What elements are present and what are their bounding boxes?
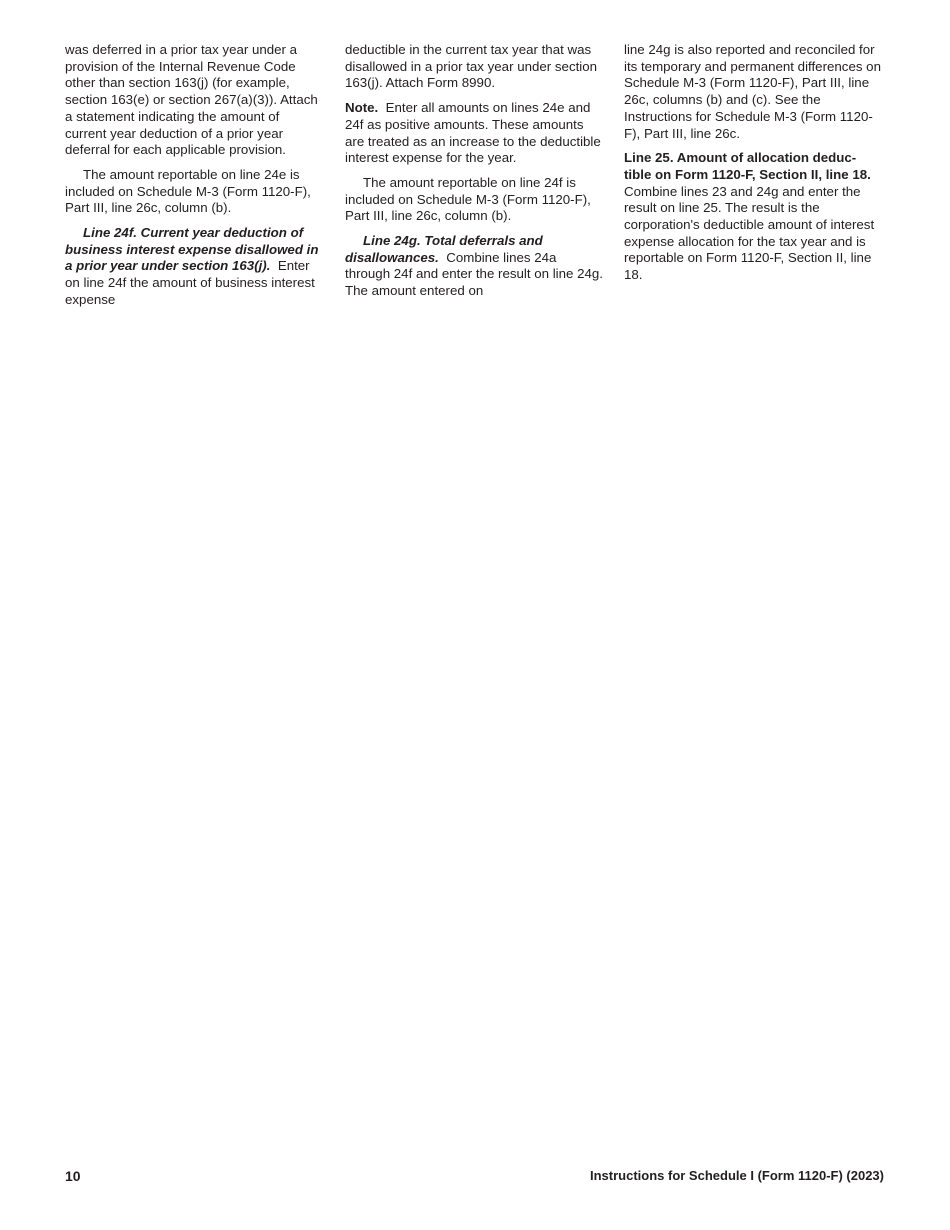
paragraph-deferral-provision: was deferred in a prior tax year under a provision of the Internal Revenue Code other than section 163(j) (for example, section 163(e) or section 267(a)(3)). Attach a statement indicating the amount of current year deduction of a prior year deferral for each applicable provision. (65, 42, 318, 158)
text-line-24f: Enter on line 24f the amount of business interest expense (65, 258, 315, 307)
paragraph-line-24f-reporting: The amount reportable on line 24f is included on Schedule M-3 (Form 1120-F), Part III, line 26c, column (b). (345, 174, 591, 224)
note-text: Enter all amounts on lines 24e and 24f as positive amounts. These amounts are treated as an increase to the deductible interest expense for the year. (345, 100, 601, 166)
footer-document-title: Instructions for Schedule I (Form 1120-F) (2023) (589, 1168, 884, 1183)
heading-line-25: Line 25. Amount of allocation deduc-tible on Form 1120-F, Section II, line 18. (624, 150, 871, 182)
section-line-24g (345, 233, 603, 300)
section-line-24f (65, 225, 323, 309)
note-paragraph (345, 100, 603, 167)
text-column-1 (65, 42, 323, 317)
page-number: 10 (65, 1168, 81, 1184)
section-line-25 (624, 150, 882, 284)
heading-line-24f: Line 24f. Current year deduction of business interest expense disallowed in a prior year under section 163(j). (65, 225, 319, 274)
text-line-25: Combine lines 23 and 24g and enter the result on line 25. The result is the corporation's deductible amount of interest expense allocation for the tax year and is reportable on Form 1120-F, Section II, line 18. (624, 183, 875, 283)
paragraph-line-24g-continued: line 24g is also reported and reconciled for its temporary and permanent differences on Schedule M-3 (Form 1120-F), Part III, line 26c, columns (b) and (c). See the Instructions for Schedule M-3 (Form 1120-F), Part III, line 26c. (624, 42, 881, 141)
heading-line-24g: Line 24g. Total deferrals and disallowances. (345, 233, 543, 265)
note-label: Note. (345, 100, 379, 116)
text-column-2 (345, 42, 603, 308)
text-column-3 (624, 42, 882, 292)
text-line-24g: Combine lines 24a through 24f and enter the result on line 24g. The amount entered on (345, 249, 603, 299)
paragraph-line-24f-continued: deductible in the current tax year that was disallowed in a prior tax year under section 163(j). Attach Form 8990. (345, 42, 598, 91)
paragraph-line-24e-reporting: The amount reportable on line 24e is included on Schedule M-3 (Form 1120-F), Part III, line 26c, column (b). (65, 166, 311, 216)
